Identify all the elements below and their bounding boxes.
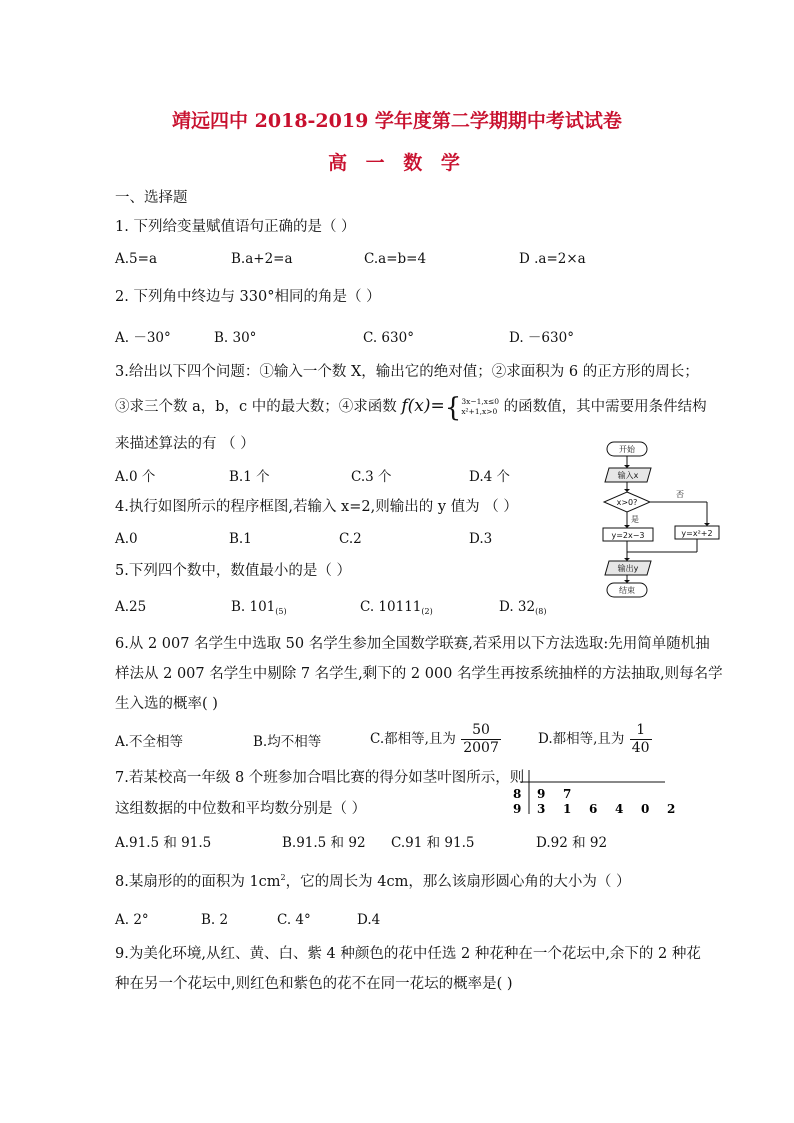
q8-option-b: B. 2 bbox=[201, 912, 229, 928]
exam-subject: 高 一 数 学 bbox=[328, 152, 466, 174]
q2-option-d: D. －630° bbox=[509, 330, 574, 346]
leaf-9-5: 0 bbox=[641, 802, 650, 816]
q5-option-b bbox=[231, 597, 287, 622]
piecewise-brace: { bbox=[444, 393, 462, 423]
q6-c-denominator: 2007 bbox=[463, 740, 499, 756]
q6-c-text: C.都相等,且为 bbox=[370, 731, 456, 747]
q3-line-3: 来描述算法的有 （ ） bbox=[115, 436, 255, 452]
q9-line-1: 9.为美化环境,从红、黄、白、紫 4 种颜色的花中任选 2 种花种在一个花坛中,余下的 2 种花 bbox=[115, 946, 701, 962]
flowchart-no-branch: y=x²+2 bbox=[681, 529, 713, 538]
flowchart-output-label: 输出y bbox=[617, 564, 639, 573]
q1-stem: 1. 下列给变量赋值语句正确的是（ ） bbox=[115, 219, 356, 235]
q7-option-b: B.91.5 和 92 bbox=[282, 835, 366, 851]
stem-leaf-plot bbox=[505, 770, 695, 816]
q5-stem: 5.下列四个数中，数值最小的是（ ） bbox=[115, 563, 351, 579]
q6-line-3: 生入选的概率( ) bbox=[115, 696, 218, 712]
flowchart-end-label: 结束 bbox=[619, 586, 635, 595]
piecewise-case-2: x²+1,x>0 bbox=[461, 407, 498, 416]
q4-option-d: D.3 bbox=[469, 531, 493, 547]
q6-d-fraction bbox=[630, 722, 652, 757]
q7-option-c: C.91 和 91.5 bbox=[391, 835, 475, 851]
q1-option-a: A.5=a bbox=[115, 251, 157, 267]
q3-option-b: B.1 个 bbox=[229, 469, 270, 485]
q8-option-d: D.4 bbox=[357, 912, 381, 928]
leaf-9-3: 6 bbox=[589, 802, 598, 816]
flowchart-cond-label: x>0? bbox=[616, 498, 638, 507]
q8-superscript: 2 bbox=[280, 873, 286, 882]
q4-stem: 4.执行如图所示的程序框图,若输入 x=2,则输出的 y 值为 （ ） bbox=[115, 499, 518, 515]
leaf-9-4: 4 bbox=[615, 802, 624, 816]
q3-option-d: D.4 个 bbox=[469, 469, 511, 485]
leaf-8-1: 9 bbox=[537, 787, 546, 801]
q7-option-d: D.92 和 92 bbox=[536, 835, 608, 851]
flowchart-yes-label: 是 bbox=[631, 515, 639, 524]
q2-option-c: C. 630° bbox=[363, 330, 414, 346]
q3-option-c: C.3 个 bbox=[351, 469, 392, 485]
q6-option-a: A.不全相等 bbox=[115, 734, 184, 750]
q5-b-base: (5) bbox=[275, 607, 287, 616]
q5-option-d bbox=[499, 597, 546, 622]
q3-line-2a: ③求三个数 a，b，c 中的最大数；④求函数 bbox=[115, 399, 397, 415]
q5-option-a: A.25 bbox=[115, 599, 147, 615]
q6-line-1: 6.从 2 007 名学生中选取 50 名学生参加全国数学联赛,若采用以下方法选取:先用简单随机抽 bbox=[115, 636, 710, 652]
piecewise-case-1: 3x−1,x≤0 bbox=[461, 397, 500, 406]
q6-option-d bbox=[538, 722, 652, 757]
q8-option-c: C. 4° bbox=[277, 912, 311, 928]
q6-c-fraction bbox=[461, 722, 501, 757]
q8-stem-a: 8.某扇形的的面积为 1cm bbox=[115, 874, 281, 890]
q3-line-1: 3.给出以下四个问题：①输入一个数 X，输出它的绝对值；②求面积为 6 的正方形的周长； bbox=[115, 364, 699, 380]
q3-line-2b: 的函数值，其中需要用条件结构 bbox=[503, 399, 707, 415]
q8-stem-b: ，它的周长为 4cm，那么该扇形圆心角的大小为（ ） bbox=[285, 874, 631, 890]
q5-d-base: (8) bbox=[535, 607, 547, 616]
leaf-8-2: 7 bbox=[563, 787, 572, 801]
q5-option-c bbox=[360, 597, 433, 622]
q9-line-2: 种在另一个花坛中,则红色和紫色的花不在同一花坛的概率是( ) bbox=[115, 976, 513, 992]
q6-d-text: D.都相等,且为 bbox=[538, 731, 625, 747]
q6-c-numerator: 50 bbox=[461, 722, 501, 740]
q2-option-b: B. 30° bbox=[214, 330, 257, 346]
q7-line-1: 7.若某校高一年级 8 个班参加合唱比赛的得分如茎叶图所示，则 bbox=[115, 770, 525, 786]
q1-option-b: B.a+2=a bbox=[231, 251, 293, 267]
flowchart bbox=[595, 440, 725, 600]
q4-option-b: B.1 bbox=[229, 531, 252, 547]
piecewise-cases bbox=[461, 397, 499, 417]
flowchart-no-label: 否 bbox=[676, 490, 684, 499]
q5-d-number: D. 32 bbox=[499, 599, 536, 615]
q6-option-c bbox=[370, 722, 501, 757]
q8-option-a: A. 2° bbox=[115, 912, 149, 928]
leaf-9-6: 2 bbox=[667, 802, 676, 816]
function-fx: f(x)= bbox=[401, 396, 445, 416]
q3-line-2 bbox=[115, 393, 707, 423]
q6-d-denominator: 40 bbox=[631, 740, 650, 756]
q6-line-2: 样法从 2 007 名学生中剔除 7 名学生,剩下的 2 000 名学生再按系统抽样的方法抽取,则每名学 bbox=[115, 666, 723, 682]
q2-stem: 2. 下列角中终边与 330°相同的角是（ ） bbox=[115, 289, 381, 305]
q5-c-base: (2) bbox=[421, 607, 433, 616]
flowchart-input-label: 输入x bbox=[617, 471, 639, 480]
leaf-9-2: 1 bbox=[563, 802, 572, 816]
q4-option-c: C.2 bbox=[339, 531, 362, 547]
q2-option-a: A. －30° bbox=[115, 330, 171, 346]
flowchart-yes-branch: y=2x−3 bbox=[611, 531, 645, 540]
q7-line-2: 这组数据的中位数和平均数分别是（ ） bbox=[115, 801, 367, 817]
flowchart-start-label: 开始 bbox=[619, 445, 635, 454]
exam-title: 靖远四中 2018-2019 学年度第二学期期中考试试卷 bbox=[172, 110, 622, 132]
stem-9: 9 bbox=[513, 802, 522, 816]
q5-c-number: C. 10111 bbox=[360, 599, 422, 615]
leaf-9-1: 3 bbox=[537, 802, 546, 816]
q3-option-a: A.0 个 bbox=[115, 469, 156, 485]
q1-option-d: D .a=2×a bbox=[519, 251, 586, 267]
q6-option-b: B.均不相等 bbox=[253, 734, 322, 750]
q1-option-c: C.a=b=4 bbox=[364, 251, 427, 267]
section-title: 一、选择题 bbox=[115, 190, 188, 206]
q7-option-a: A.91.5 和 91.5 bbox=[115, 835, 212, 851]
stem-8: 8 bbox=[513, 787, 522, 801]
q8-stem bbox=[115, 868, 630, 892]
q4-option-a: A.0 bbox=[115, 531, 138, 547]
q6-d-numerator: 1 bbox=[630, 722, 652, 740]
q5-b-number: B. 101 bbox=[231, 599, 276, 615]
